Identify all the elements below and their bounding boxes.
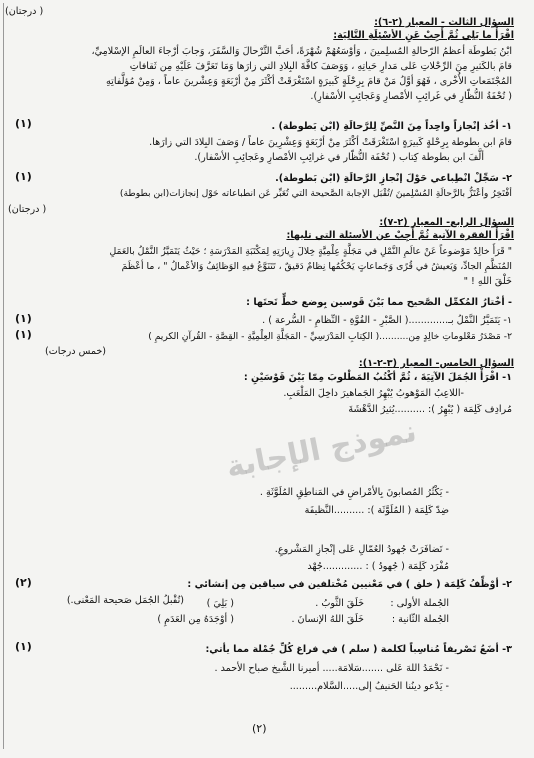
sentence-answer: خَلَقَ الثَّوبُ . — [315, 598, 364, 609]
task-answer: مُفْرَد كَلِمَة ( جُهودُ ) : .............جُهْد — [307, 561, 449, 572]
score-note: (خمس درجات) — [45, 346, 107, 357]
answer-text: ألَّفَ ابن بطوطة كِتاب ( تُحْفَة النُّظّار في غرائِبِ الأمْصارِ وعَجائِبِ الأسْفار). — [194, 152, 484, 163]
passage-line: خَلْقَ اللهِ ! " — [463, 276, 512, 287]
sentence-label: الجُملة الأولى : — [390, 598, 449, 609]
question-heading: السؤال الثالث - المعيار (٢-٦): — [374, 17, 514, 28]
sub-instruction: - أخْتارُ المُكمِّل الصَّحيح مما بَيْنَ قَوسين بِوضع خطٍّ تَحتَها : — [246, 297, 512, 308]
question-instruction: اقْرَأْ ما يَلِي ثُمَّ أَجِبْ عَنِ الأسْئِلَةِ التَّالِيَة: — [333, 30, 514, 41]
mark: (٢) — [15, 576, 32, 589]
passage-line: المُجْتَمَعاتِ الأُخْرى ، فَهُوَ أوَّلُ مَنْ قامَ بِرِحْلَةٍ كَبيرَةٍ اسْتَغْرَقَتْ أكْثَرَ مِنْ أرْبَعَةٍ وَعِشْرينَ عاماً ، وَمِنْ مُؤلَّفاتِهِ — [106, 76, 512, 87]
passage-line: قامَ بالكَثيرِ مِنَ الرِّحْلاتِ عَلى مَدارِ حَياتِهِ ، وَوَصَفَ كافَّةَ البِلادِ التي زارَها وَمَا تَعَرَّفَ عَلَيْهِ مِن ثَقافاتِ — [129, 61, 512, 72]
sentence: -اللاعِبُ المَوْهوبُ يُبْهِرُ الجَماهيرَ داخِلَ المَلْعَبِ. — [283, 388, 464, 399]
sentence-gloss: ( أوْجَدَهُ مِن العَدَمِ ) — [157, 614, 234, 625]
score-note: ( درجتان) — [8, 204, 47, 215]
question-heading: السؤال الرابع- المعيار (٢-٧): — [379, 217, 514, 228]
mark: (١) — [15, 312, 32, 325]
choice-item: ٢- مَصْدَرُ مَعْلوماتِ خالِدٍ مِن..........( الكِتابِ المَدْرَسِيِّ - المَجَلَّةِ العِلْمِيَّةِ - القِصَّةِ - القُرآنِ الكريمِ ) — [148, 331, 512, 342]
mark: (١) — [15, 328, 32, 341]
choice-item: ١- يَتَمَيَّزُ النَّمْلُ بـ.............( الصَّبْرِ - القُوَّةِ - النِّظامِ - السُّرعة ) . — [262, 315, 512, 326]
question-instruction: اقْرَأْ الفقرة الآتية ثُمَّ أَجِبْ عن الأسئلة التي تليها: — [286, 230, 514, 241]
mark: (١) — [15, 640, 32, 653]
sentence-gloss: ( بَلِيَ ) — [206, 598, 234, 609]
mark: (١) — [15, 117, 32, 130]
question-instruction: ١- اقْرَأْ الجُمَلَ الآتِيَةَ ، ثُمَّ أكْتُبُ المَطْلوبَ مِمّا بَيْنَ قَوْسَيْنِ : — [243, 372, 512, 383]
answer-text: أفْتَخِرُ وأعْتَزُّ بالرَّحالَةِ المُسْلِمينَ /تُقْبَل الإجابة الصَّحيحة التي تُعَبِّر عَن انطباعاته حَوْل إنجازات(ابن بطوطة) — [119, 188, 512, 199]
question-instruction: ٣- أضَعُ تَصْريفاً مُناسِباً لكلمة ( سلم ) في فراغ كُلِّ جُمْلة مما يأتي: — [205, 644, 512, 655]
passage-line: ( تُحْفَةُ النُّظّارِ في غَرائِبِ الأمْصارِ وَعَجائِبِ الأسْفارِ). — [310, 91, 512, 102]
page-number: (٢) — [252, 722, 267, 735]
sentence: - يَكْثُرُ المُصابونَ بِالأمْراضِ في المَناطِقِ المُلَوَّثَةِ . — [259, 487, 449, 498]
question-instruction: ٢- أوْظِّفُ كَلِمَة ( خلق ) في مَعْنيين مُخْتلفين في سياقين مِن إنشائي : — [187, 579, 512, 590]
task-answer: مُرادِف كَلِمَة ( يُبْهِرُ ): ..........يُثيرُ الدَّهْشَةَ — [348, 404, 512, 415]
sentence: - تَضافَرَتْ جُهودُ العُمّالِ عَلى إنْجازِ المَشْروعِ. — [274, 544, 449, 555]
answer-text: قامَ ابن بطوطة بِرِحْلةٍ كَبيرَةٍ اسْتَغْرَقَتْ أكْثَرَ مِنْ أرْبَعَةٍ وَعِشْرِينَ عاماً / وَصَفَ البِلادَ التي زارَها. — [149, 137, 512, 148]
watermark: نموذج الإجابة — [223, 413, 420, 486]
passage-line: ابْنُ بَطوطَة أعظمُ الرّحالةِ المُسلِمينَ ، وَأوْسَعُهُمْ شُهْرَةً، أحَبَّ التَّرْحالَ وَالسَّفَرَ، وَجابَ أرْجاءَ العالَمِ الإسْلامِيِّ، — [91, 46, 512, 57]
passage-line: المُنَظَّمِ الجادِّ، وَيَعيشُ في قُرًى وَجَماعاتٍ يَحْكُمُها نِظامٌ دَقيقٌ ، تَتَنَوَّعُ فيهِ الوَظائِفُ وَالأعْمالُ " ، ما أعْظَمَ — [121, 261, 512, 272]
question-item: ١- أخُذ إنْجازاً واحِداً مِنَ النَّصِّ لِلرَّحالَةِ (ابْن بَطوطة) . — [271, 121, 512, 132]
passage-line: " قَرَأَ خالِدٌ مَوْضوعاً عَنْ عالَمِ النَّمْلِ في مَجَلَّةٍ عِلْمِيَّةٍ خِلالَ زِيارَتِهِ لِمَكْتَبَةِ المَدْرَسَةِ ؛ حَيْثُ يَتَمَيَّزُ النَّمْلُ بالعَمَلِ — [109, 246, 512, 257]
fill-line: - يَدْعو دينُنا الحَنيفُ إلى.....السَّلام......... — [289, 681, 449, 692]
sentence-label: الجُملة الثّانية : — [391, 614, 449, 625]
answer-note: (تُقْبلُ الجُمَل صَحيحة المَعْنى.) — [66, 595, 184, 606]
task-answer: ضِدّ كَلِمَة ( المُلَوَّثَة ): ..........النَّظيفَة — [304, 505, 449, 516]
question-heading: السؤال الخامس- المعيار (٣-٢-١): — [358, 358, 514, 369]
mark: (١) — [15, 170, 32, 183]
fill-line: - نَحْمَدُ اللهَ عَلى .......سَلامَة..... أميرنا الشَّيخ صباح الأحمد . — [214, 663, 449, 674]
score-note: ( درجتان) — [5, 6, 44, 17]
sentence-answer: خَلَقَ اللهُ الإنسانَ . — [291, 614, 364, 625]
question-item: ٢- سَجِّلْ انْطِباعي حَوْلَ إنْجازِ الرَّحالَةِ (ابْن بَطوطة). — [275, 173, 512, 184]
